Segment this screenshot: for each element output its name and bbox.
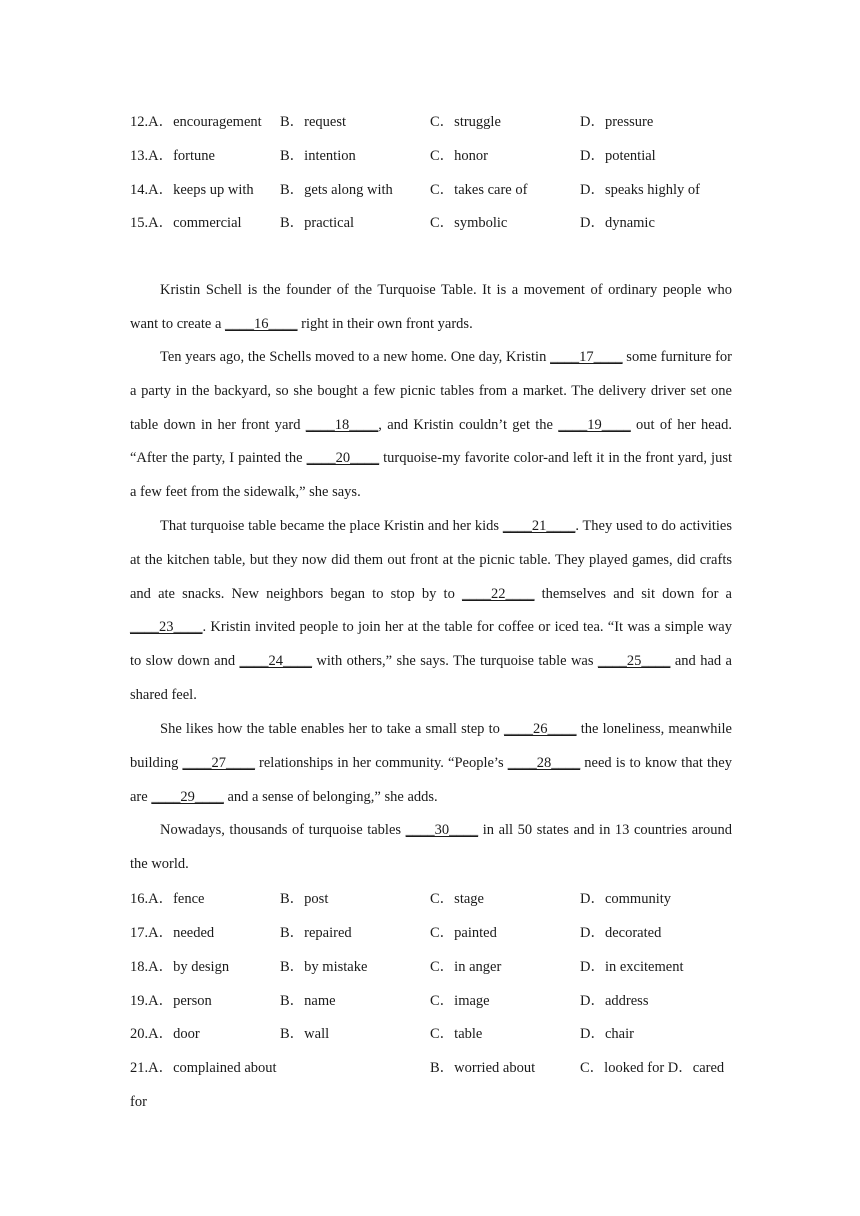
option-a: 16.A．fence — [130, 891, 205, 907]
passage-paragraph-3: That turquoise table became the place Kristin and her kids ____21____. They used to do activities at the kitchen table, but they now did them out front at the picnic table. They played games, did crafts and ate snacks. New neighbors began to stop by to ____22____ themselves and sit down for a ____23____. Kristin invited people to join her at the table for coffee or iced tea. “It was a simple way to slow down and ____24____ with others,” she says. The turquoise table was ____25____ and had a shared feel. — [130, 518, 733, 703]
option-c: C．painted — [430, 925, 497, 941]
option-c: C．image — [430, 993, 490, 1009]
option-a: 15.A．commercial — [130, 215, 242, 231]
option-a: 19.A．person — [130, 993, 212, 1009]
blank-24: ____24____ — [239, 653, 312, 669]
option-c: C．table — [430, 1026, 483, 1042]
blank-19: ____19____ — [558, 416, 631, 433]
option-b: B．intention — [280, 148, 356, 164]
option-b: B．gets along with — [280, 182, 393, 198]
option-c: C．stage — [430, 891, 484, 907]
option-c: C．takes care of — [430, 182, 528, 198]
passage-paragraph-1: Kristin Schell is the founder of the Turquoise Table. It is a movement of ordinary people who want to create a ____16____ right in their own front yards. — [130, 282, 732, 332]
passage-paragraph-5: Nowadays, thousands of turquoise tables ____30____ in all 50 states and in 13 countries around the world. — [130, 822, 732, 872]
blank-23: ____23____ — [130, 619, 203, 636]
option-b: B．practical — [280, 215, 355, 231]
option-d: D．address — [580, 993, 649, 1009]
option-b: B．by mistake — [280, 959, 368, 975]
blank-22: ____22____ — [461, 585, 535, 602]
blank-16: ____16____ — [225, 315, 298, 332]
blank-25: ____25____ — [597, 653, 671, 669]
option-a: 14.A．keeps up with — [130, 182, 254, 198]
passage-paragraph-4: She likes how the table enables her to take a small step to ____26____ the loneliness, meanwhile building ____27____ relationships in her community. “People’s ____28____ need is to know that they are ____29____ and a sense of belonging,” she adds. — [130, 721, 732, 805]
blank-17: ____17____ — [550, 349, 623, 365]
blank-30: ____30____ — [405, 822, 479, 838]
blank-20: ____20____ — [306, 450, 380, 467]
option-d: D．in excitement — [580, 959, 684, 975]
option-c: C．symbolic — [430, 215, 508, 231]
option-c-d: C．looked for D．cared — [580, 1060, 725, 1076]
blank-18: ____18____ — [305, 416, 379, 433]
option-d: D．community — [580, 891, 672, 907]
question-21-wrap: for — [130, 1094, 147, 1110]
option-b: B．worried about — [430, 1060, 536, 1076]
blank-26: ____26____ — [504, 721, 577, 737]
option-d: D．dynamic — [580, 215, 655, 231]
option-b: B．wall — [280, 1026, 330, 1042]
option-a: 13.A．fortune — [130, 148, 215, 164]
option-a: 12.A．encouragement — [130, 114, 262, 130]
option-d: D．pressure — [580, 114, 654, 130]
option-d: D．potential — [580, 148, 656, 164]
option-c: C．in anger — [430, 959, 502, 975]
option-c: C．honor — [430, 148, 488, 164]
option-a: 18.A．by design — [130, 959, 230, 975]
option-d: D．speaks highly of — [580, 182, 701, 198]
passage-paragraph-2: Ten years ago, the Schells moved to a new home. One day, Kristin ____17____ some furniture for a party in the backyard, so she bought a few picnic tables from a market. The delivery driver set one table down in her front yard ____18____, and Kristin couldn’t get the ____19____ out of her head. “After the party, I painted the ____20____ turquoise-my favorite color-and left it in the front yard, just a few feet from the sidewalk,” she says. — [130, 349, 733, 500]
option-b: B．post — [280, 891, 329, 907]
option-a: 17.A．needed — [130, 925, 215, 941]
blank-21: ____21____ — [502, 518, 576, 534]
option-d: D．chair — [580, 1026, 634, 1042]
blank-27: ____27____ — [182, 754, 255, 771]
option-a: 21.A．complained about — [130, 1060, 277, 1076]
blank-28: ____28____ — [507, 754, 581, 771]
option-c: C．struggle — [430, 114, 501, 130]
blank-29: ____29____ — [151, 788, 224, 805]
option-b: B．repaired — [280, 925, 352, 941]
option-b: B．request — [280, 114, 347, 130]
option-d: D．decorated — [580, 925, 662, 941]
option-b: B．name — [280, 993, 336, 1009]
option-a: 20.A．door — [130, 1026, 200, 1042]
